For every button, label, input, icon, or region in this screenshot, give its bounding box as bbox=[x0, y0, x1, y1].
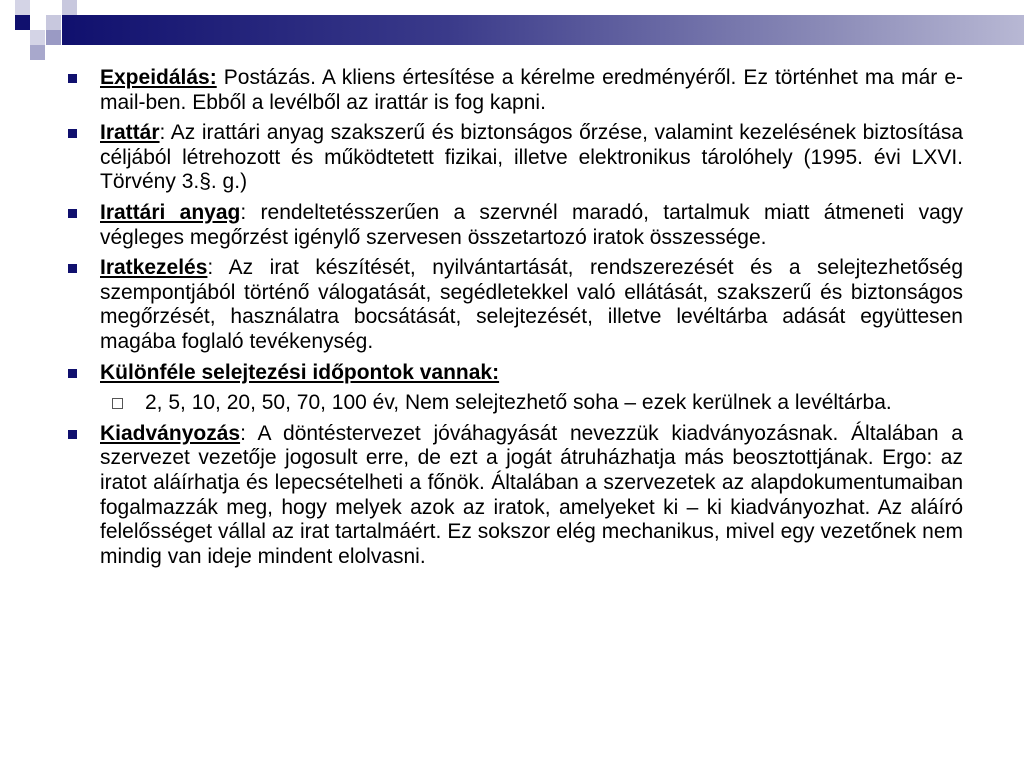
definition: Postázás. A kliens értesítése a kérelme eredményéről. Ez történhet ma már e-mail-ben. Ebből a levélből az irattár is fog kapni. bbox=[100, 66, 963, 114]
term: Kiadványozás bbox=[100, 421, 241, 445]
square-bullet-icon bbox=[68, 430, 77, 439]
definition: : A döntéstervezet jóváhagyását nevezzük kiadványozásnak. Általában a szervezet vezetője jogosult erre, de ezt a jogát átruházhatja más beosztottjának. Ergo: az iratot aláírhatja és lepecsételheti a főnök. Általában a szervezetek az alapdokumentumaiban fogalmazzák meg, hogy melyek azok az iratok, amelyeket ki – ki kiadványozhat. Az aláíró felelősséget vállal az irat tartalmáért. Ez sokszor elég mechanikus, mivel egy vezetőnek nem mindig van ideje mindent elolvasni. bbox=[100, 421, 963, 568]
square-bullet-icon bbox=[68, 74, 77, 83]
term: Irattár bbox=[100, 121, 160, 145]
term: Expeidálás: bbox=[100, 66, 217, 89]
bullet-item bbox=[68, 66, 963, 115]
decor-square bbox=[15, 0, 30, 15]
bullet-item bbox=[68, 121, 963, 195]
hollow-square-bullet-icon bbox=[112, 398, 123, 409]
term: Különféle selejtezési időpontok vannak: bbox=[100, 360, 500, 384]
square-bullet-icon bbox=[68, 129, 77, 138]
definition: : Az irattári anyag szakszerű és biztonságos őrzése, valamint kezelésének biztosítása céljából létrehozott és működtetett fizikai, illetve elektronikus tárolóhely (1995. évi LXVI. Törvény 3.§. g.) bbox=[100, 121, 963, 194]
slide-body bbox=[68, 66, 963, 575]
bullet-item bbox=[68, 256, 963, 354]
decor-square bbox=[15, 15, 30, 30]
title-bar bbox=[62, 15, 1024, 45]
square-bullet-icon bbox=[68, 209, 77, 218]
decor-square bbox=[30, 30, 45, 45]
term: Iratkezelés bbox=[100, 256, 208, 280]
decor-square bbox=[46, 15, 61, 30]
bullet-item bbox=[68, 361, 963, 386]
term: Irattári anyag bbox=[100, 200, 241, 224]
sub-bullet-item bbox=[68, 391, 963, 416]
definition: : Az irat készítését, nyilvántartását, rendszerezését és a selejtezhetőség szempontjából történő válogatását, segédletekkel való ellátását, szakszerű és biztonságos megőrzését, használatra bocsátását, selejtezését, illetve levéltárba adását együttesen magába foglaló tevékenység. bbox=[100, 256, 963, 353]
decor-square bbox=[62, 0, 77, 15]
subitem-text: 2, 5, 10, 20, 50, 70, 100 év, Nem selejtezhető soha – ezek kerülnek a levéltárba. bbox=[145, 391, 892, 415]
bullet-item bbox=[68, 201, 963, 250]
bullet-item bbox=[68, 422, 963, 570]
definition: : rendeltetésszerűen a szervnél maradó, tartalmuk miatt átmeneti vagy végleges megőrzést igénylő szervesen összetartozó iratok összessége. bbox=[100, 200, 963, 249]
square-bullet-icon bbox=[68, 369, 77, 378]
square-bullet-icon bbox=[68, 264, 77, 273]
decor-square bbox=[30, 45, 45, 60]
decor-square bbox=[46, 30, 61, 45]
